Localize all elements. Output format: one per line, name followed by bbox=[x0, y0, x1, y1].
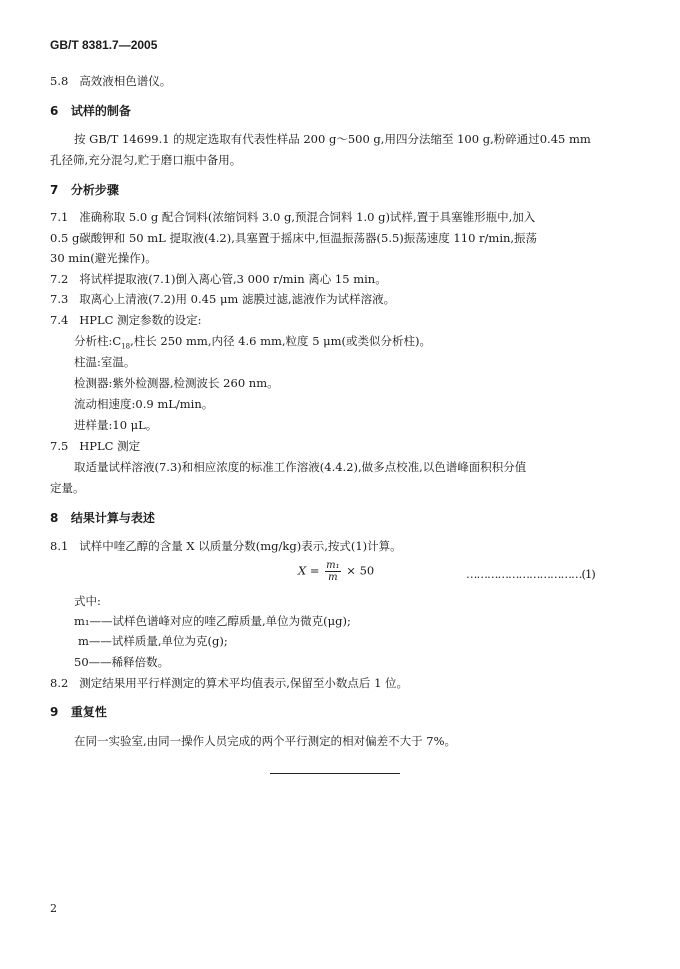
clause-text: 准确称取 5.0 g 配合饲料(浓缩饲料 3.0 g,预混合饲料 1.0 g)试样,置于具塞锥形瓶中,加入 bbox=[79, 210, 536, 224]
definition-m1: m₁——试样色谱峰对应的喹乙醇质量,单位为微克(μg); bbox=[74, 614, 351, 628]
clause-7-3 bbox=[50, 291, 395, 307]
clause-7-5 bbox=[50, 438, 140, 454]
section-6-para-line-1: 按 GB/T 14699.1 的规定选取有代表性样品 200 g～500 g,用四分法缩至 100 g,粉碎通过0.45 mm bbox=[74, 132, 591, 146]
section-title: 分析步骤 bbox=[70, 183, 119, 197]
param-flow-rate: 流动相速度:0.9 mL/min。 bbox=[74, 397, 214, 411]
section-9-heading bbox=[50, 703, 107, 720]
section-number: 9 bbox=[50, 705, 59, 719]
clause-text: 高效液相色谱仪。 bbox=[79, 74, 172, 88]
section-title: 重复性 bbox=[70, 705, 107, 719]
clause-text: 将试样提取液(7.1)倒入离心管,3 000 r/min 离心 15 min。 bbox=[79, 272, 387, 286]
clause-number: 7.1 bbox=[50, 210, 69, 224]
equation-reference: ……………………………(1) bbox=[466, 567, 595, 581]
clause-7-1-line-3: 30 min(避光操作)。 bbox=[50, 251, 157, 265]
clause-number: 7.5 bbox=[50, 439, 69, 453]
clause-5-8 bbox=[50, 73, 171, 89]
definition-m: m——试样质量,单位为克(g); bbox=[78, 634, 228, 648]
formula-rhs: × 50 bbox=[346, 563, 375, 578]
param-column-subscript: 18 bbox=[121, 342, 131, 351]
formula-1 bbox=[298, 560, 374, 583]
clause-number: 8.1 bbox=[50, 539, 69, 553]
formula-fraction bbox=[325, 560, 341, 583]
param-injection-volume: 进样量:10 μL。 bbox=[74, 418, 158, 432]
clause-number: 5.8 bbox=[50, 74, 69, 88]
clause-7-4 bbox=[50, 312, 202, 328]
page-number: 2 bbox=[50, 902, 57, 915]
definition-50: 50——稀释倍数。 bbox=[74, 655, 170, 669]
section-number: 7 bbox=[50, 183, 59, 197]
clause-7-2 bbox=[50, 271, 387, 287]
clause-number: 7.2 bbox=[50, 272, 69, 286]
clause-number: 7.3 bbox=[50, 292, 69, 306]
param-column-spec: ,柱长 250 mm,内径 4.6 mm,粒度 5 μm(或类似分析柱)。 bbox=[130, 334, 432, 348]
clause-8-1 bbox=[50, 538, 402, 554]
clause-text: 取离心上清液(7.2)用 0.45 μm 滤膜过滤,滤液作为试样溶液。 bbox=[79, 292, 396, 306]
section-6-para-line-2: 孔径筛,充分混匀,贮于磨口瓶中备用。 bbox=[50, 153, 242, 167]
clause-text: 测定结果用平行样测定的算术平均值表示,保留至小数点后 1 位。 bbox=[79, 676, 409, 690]
clause-text: HPLC 测定参数的设定: bbox=[79, 313, 202, 327]
clause-7-1-line-1 bbox=[50, 209, 535, 225]
section-7-heading bbox=[50, 181, 119, 198]
clause-text: HPLC 测定 bbox=[79, 439, 141, 453]
section-title: 结果计算与表述 bbox=[70, 511, 155, 525]
clause-8-2 bbox=[50, 675, 408, 691]
section-8-heading bbox=[50, 509, 155, 526]
section-6-heading bbox=[50, 102, 131, 119]
section-9-text: 在同一实验室,由同一操作人员完成的两个平行测定的相对偏差不大于 7%。 bbox=[74, 734, 457, 748]
param-temperature: 柱温:室温。 bbox=[74, 355, 136, 369]
param-column-label: 分析柱:C bbox=[74, 334, 122, 348]
standard-number: GB/T 8381.7—2005 bbox=[50, 38, 158, 52]
end-rule bbox=[270, 773, 400, 774]
clause-7-5-line-1: 取适量试样溶液(7.3)和相应浓度的标准工作溶液(4.4.2),做多点校准,以色谱峰面积积分值 bbox=[74, 460, 527, 474]
where-label: 式中: bbox=[74, 594, 101, 608]
fraction-numerator: m₁ bbox=[326, 560, 340, 571]
clause-text: 试样中喹乙醇的含量 X 以质量分数(mg/kg)表示,按式(1)计算。 bbox=[79, 539, 402, 553]
formula-lhs: X = bbox=[298, 563, 320, 578]
section-title: 试样的制备 bbox=[70, 104, 131, 118]
clause-number: 7.4 bbox=[50, 313, 69, 327]
section-number: 8 bbox=[50, 511, 59, 525]
param-column bbox=[74, 333, 431, 350]
clause-7-5-line-2: 定量。 bbox=[50, 481, 85, 495]
param-detector: 检测器:紫外检测器,检测波长 260 nm。 bbox=[74, 376, 279, 390]
clause-7-1-line-2: 0.5 g碳酸钾和 50 mL 提取液(4.2),具塞置于摇床中,恒温振荡器(5.5)振荡速度 110 r/min,振荡 bbox=[50, 231, 538, 245]
fraction-denominator: m bbox=[328, 572, 338, 583]
section-number: 6 bbox=[50, 104, 59, 118]
clause-number: 8.2 bbox=[50, 676, 69, 690]
